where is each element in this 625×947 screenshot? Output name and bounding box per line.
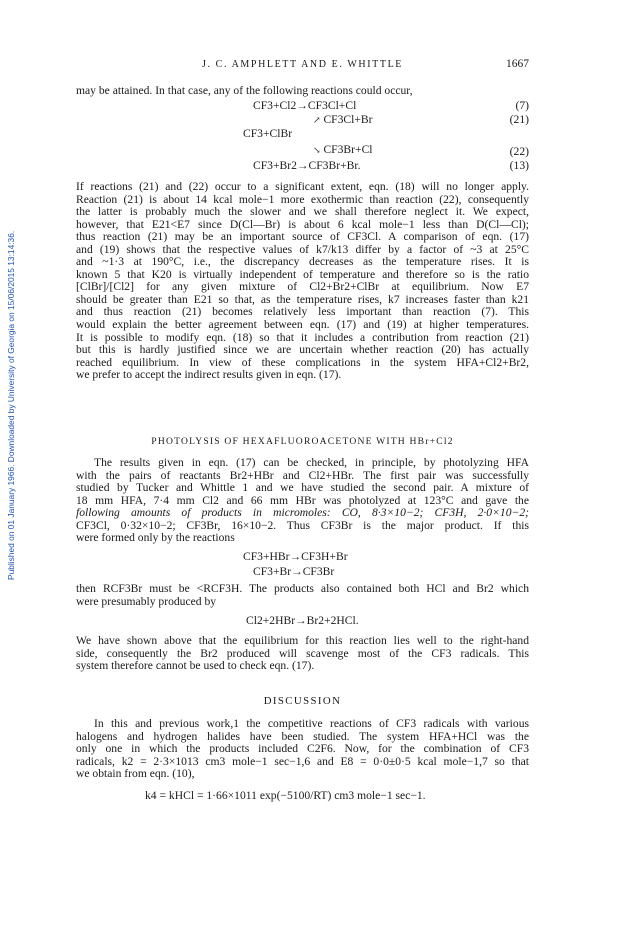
- page-number: 1667: [506, 58, 529, 70]
- text-line: would explain the better agreement between eqn. (17) and (19) at higher temperatures.: [76, 319, 529, 332]
- text-line: CF3Cl, 0·32×10−2; CF3Br, 16×10−2. Thus CF3Br is the major product. If this: [76, 519, 529, 532]
- paragraph-2: [76, 457, 529, 545]
- text-line: but this is hardly justified since we are uncertain whether reaction (20) has actually: [76, 344, 529, 357]
- text-line: we prefer to accept the indirect results given in eqn. (17).: [76, 369, 342, 382]
- download-note: Published on 01 January 1966. Downloaded by University of Georgia on 15/06/2015 13:14:36.: [6, 230, 16, 580]
- up-right-arrow-icon: ↗: [313, 115, 321, 125]
- text-line: then RCF3Br must be <RCF3H. The products also contained both HCl and Br2 which: [76, 583, 529, 595]
- paragraph-5: [76, 718, 529, 781]
- text-line: following amounts of products in micromoles: CO, 8·3×10−2; CF3H, 2·0×10−2;: [76, 507, 529, 520]
- down-right-arrow-icon: ↘: [313, 145, 321, 155]
- rate-constant-equation: k4 = kHCl = 1·66×1011 exp(−5100/RT) cm3 mole−1 sec−1.: [145, 789, 426, 802]
- text-line: 18 mm HFA, 7·4 mm Cl2 and 66 mm HBr was photolyzed at 123°C and gave the: [76, 494, 529, 507]
- reaction-21-product: ↗ CF3Cl+Br: [313, 113, 373, 126]
- text-line: thus reaction (21) may be an important source of CF3Cl. A comparison of eqn. (17): [76, 231, 529, 244]
- section-title-photolysis: PHOTOLYSIS OF HEXAFLUOROACETONE WITH HBr+Cl2: [151, 436, 454, 447]
- text-line: should be greater than E21 so that, as the temperature rises, k7 increases faster than k21: [76, 293, 529, 306]
- text-line: however, that E21<E7 since D(Cl—Br) is about 6 kcal mole−1 less than D(Cl—Cl);: [76, 218, 529, 231]
- text-line: studied by Tucker and Whittle 1 and we have studied the second pair. A mixture of: [76, 482, 529, 495]
- paragraph-3: [76, 583, 529, 608]
- text-line: reached equilibrium. In view of these complications in the system HFA+Cl2+Br2,: [76, 356, 529, 369]
- reaction-7-number: (7): [515, 99, 529, 112]
- reaction-22-product: ↘ CF3Br+Cl: [313, 143, 373, 156]
- text-line: We have shown above that the equilibrium for this reaction lies well to the right-hand: [76, 635, 529, 647]
- text-line: radicals, k2 = 2·3×1013 cm3 mole−1 sec−1,6 and E8 = 0·0±0·5 kcal mole−1,7 so that: [76, 755, 529, 768]
- section-title-discussion: DISCUSSION: [263, 695, 342, 707]
- text-line: In this and previous work,1 the competitive reactions of CF3 radicals with various: [94, 718, 529, 730]
- text-line: known 5 that K20 is virtually independent of temperature and therefore so is the ratio: [76, 268, 529, 281]
- reaction-13-number: (13): [509, 159, 529, 172]
- text-line: side, consequently the Br2 produced will scavenge most of the CF3 radicals. This: [76, 647, 529, 660]
- reaction-cf3-br: CF3+Br→CF3Br: [253, 565, 335, 578]
- text-line: were formed only by the reactions: [76, 532, 235, 545]
- text-line: and ~1·3 at 190°C, i.e., the discrepancy decreases as the temperature rises. It is: [76, 256, 529, 269]
- reaction-21-number: (21): [509, 113, 529, 126]
- paragraph-1: [76, 181, 529, 382]
- text-line: halogens and hydrogen halides have been studied. The system HFA+HCl was the: [76, 730, 529, 743]
- reaction-7: CF3+Cl2→CF3Cl+Cl: [253, 99, 357, 112]
- reaction-cf3-hbr: CF3+HBr→CF3H+Br: [243, 550, 348, 563]
- text-line: and thus reaction (21) becomes relatively less important than reaction (7). This: [76, 306, 529, 319]
- text-line: we obtain from eqn. (10),: [76, 768, 195, 781]
- intro-text: [76, 85, 529, 98]
- text-line: only one in which the products included C2F6. Now, for the combination of CF3: [76, 743, 529, 756]
- reaction-13: CF3+Br2→CF3Br+Br.: [253, 159, 361, 172]
- text-line: The results given in eqn. (17) can be checked, in principle, by photolyzing HFA: [94, 457, 529, 469]
- text-line: Reaction (21) is about 14 kcal mole−1 more exothermic than reaction (22), consequently: [76, 193, 529, 206]
- reaction-hcl: Cl2+2HBr→Br2+2HCl.: [246, 614, 359, 627]
- download-watermark: [4, 180, 18, 580]
- text-line: [ClBr]/[Cl2] for any given mixture of Cl2+Br2+ClBr at equilibrium. Now E7: [76, 281, 529, 294]
- header-authors: J. C. AMPHLETT AND E. WHITTLE: [201, 59, 404, 70]
- reaction-22-number: (22): [509, 145, 529, 158]
- paragraph-4: [76, 635, 529, 673]
- text-line: If reactions (21) and (22) occur to a significant extent, eqn. (18) will no longer apply.: [76, 181, 529, 193]
- text-line: system therefore cannot be used to check eqn. (17).: [76, 660, 315, 673]
- reaction-reactants-clbr: CF3+ClBr: [243, 127, 293, 140]
- text-line: It is possible to modify eqn. (18) so that it includes a contribution from reaction (21): [76, 331, 529, 344]
- text-line: with the pairs of reactants Br2+HBr and Cl2+HBr. The first pair was successfully: [76, 469, 529, 482]
- text-line: the latter is probably much the slower and we shall therefore neglect it. We expect,: [76, 206, 529, 219]
- running-header: [76, 59, 529, 73]
- text-line: and (19) shows that the respective values of k7/k13 differ by a factor of ~3 at 25°C: [76, 243, 529, 256]
- text-line: were presumably produced by: [76, 595, 217, 608]
- text-line: may be attained. In that case, any of the following reactions could occur,: [76, 85, 413, 97]
